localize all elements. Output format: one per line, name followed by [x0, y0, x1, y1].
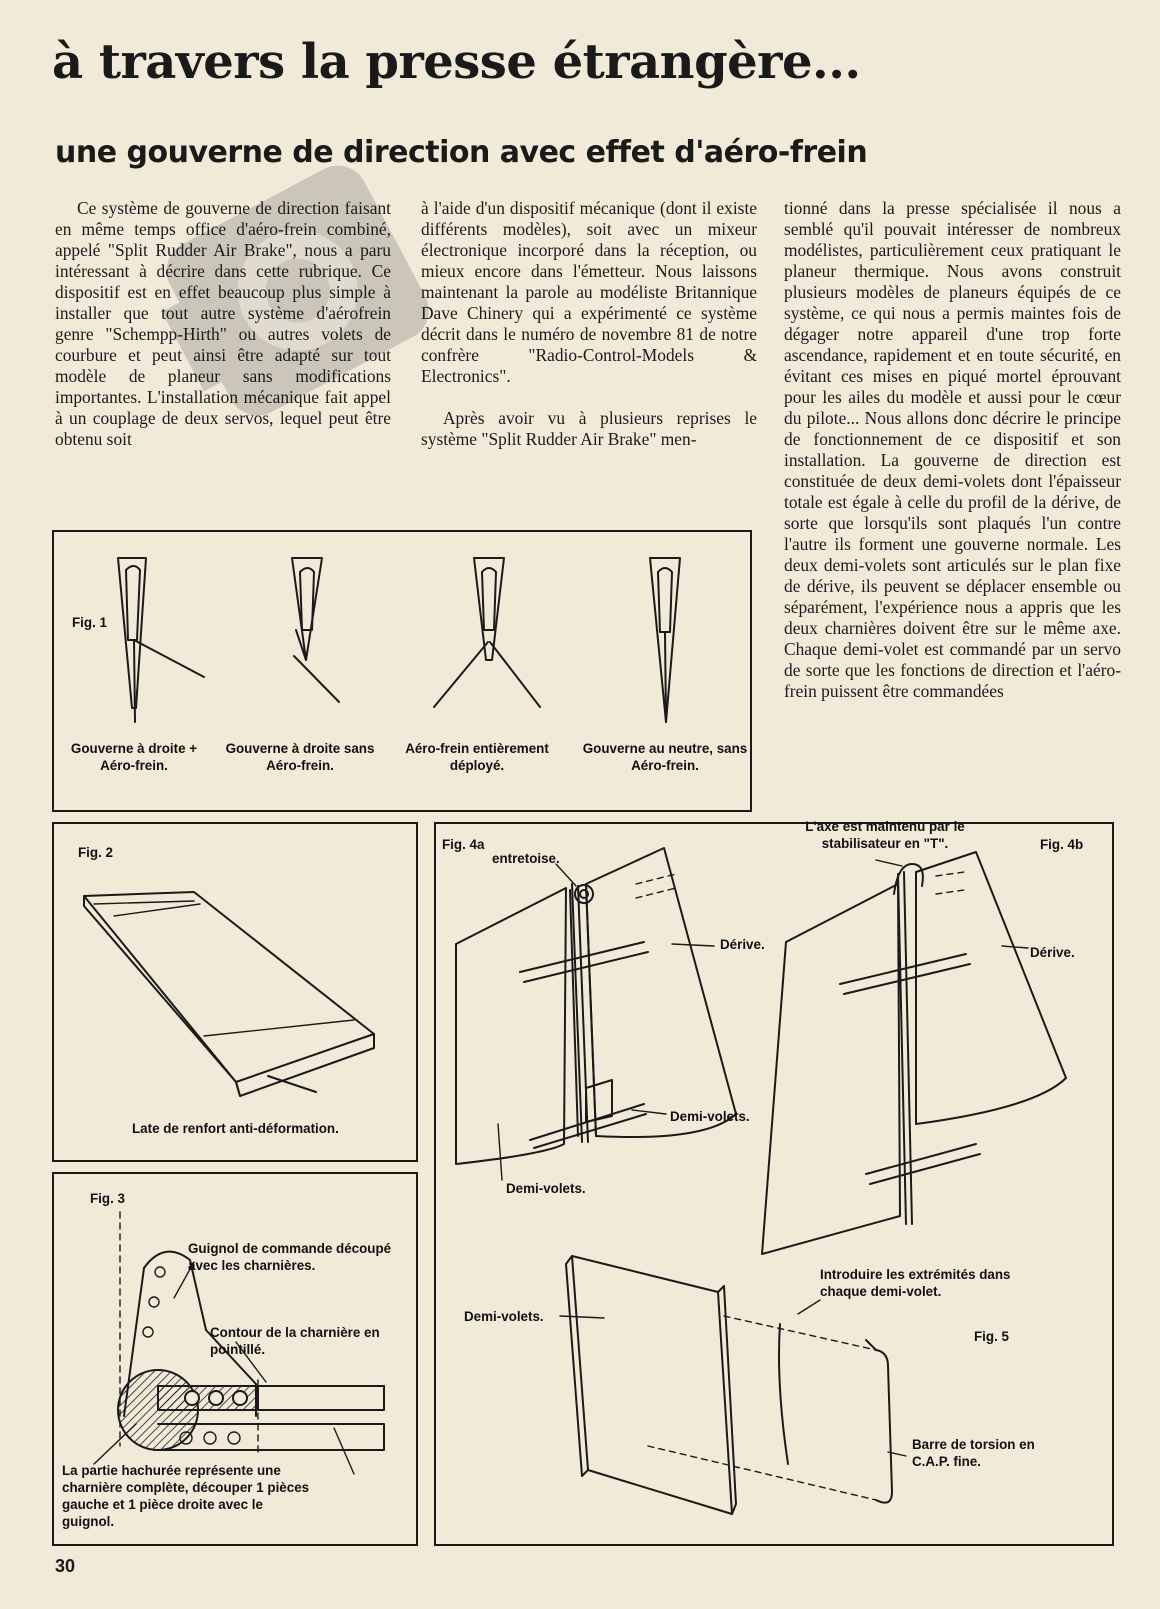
figure-label-4b: Fig. 4b — [1040, 837, 1084, 852]
derive-label-4a: Dérive. — [720, 937, 765, 952]
figure-1 — [52, 530, 752, 812]
paragraph: tionné dans la presse spécialisée il nous a semblé qu'il pouvait intéresser de nombreux modélistes, particulièrement ceux pratiquant le planeur thermique. Nous avons construit plusieurs modèles de planeurs équipés de ce système, ce qui nous a permis maintes fois de dégager notre appareil d'une trop forte ascendance, rapidement et en toute sécurité, en évitant ces mises en piqué mortel éprouvant pour les ailes du modèle et aussi pour le cœur du pilote... Nous allons donc décrire le principe de fonctionnement de ce dispositif et son installation. La gouverne de direction est constituée de deux demi-volets dont l'épaisseur totale est égale à celle du profil de la dérive, de sorte que lorsqu'ils sont plaqués l'un contre l'autre ils forment une gouverne normale. Les deux demi-volets sont articulés sur le plan fixe de dérive, ils peuvent se déplacer ensemble ou séparément, l'expérience nous a appris que les deux charnières doivent être sur le même axe. Chaque demi-volet est commandé par un servo de sorte que les fonctions de direction et l'aéro-frein puissent être commandées — [784, 198, 1121, 701]
figure-3 — [52, 1172, 418, 1546]
fig1-caption-3: Aéro-frein entièrement déployé. — [405, 741, 549, 773]
figure-2 — [52, 822, 418, 1162]
fig2-caption: Late de renfort anti-déformation. — [132, 1121, 339, 1136]
fig1-caption-1: Gouverne à droite + Aéro-frein. — [70, 741, 198, 773]
figure-4-5 — [434, 819, 1114, 1546]
fig3-guignol-label: Guignol de commande découpé avec les charnières. — [188, 1241, 392, 1273]
figure-label-4a: Fig. 4a — [442, 837, 485, 852]
text-column-3 — [784, 198, 1121, 702]
text-column-2 — [421, 198, 757, 450]
reinforcement-plank-drawing — [54, 824, 416, 1160]
fig5-introduire-label: Introduire les extrémités dans chaque demi-volet. — [820, 1267, 1011, 1299]
entretoise-label: entretoise. — [492, 851, 560, 866]
article-subtitle: une gouverne de direction avec effet d'aéro-frein — [55, 135, 868, 170]
paragraph: Après avoir vu à plusieurs reprises le système "Split Rudder Air Brake" men- — [421, 408, 757, 449]
fig3-contour-label: Contour de la charnière en pointillé. — [210, 1325, 380, 1357]
fig1-caption-4: Gouverne au neutre, sans Aéro-frein. — [582, 741, 748, 773]
paragraph: Ce système de gouverne de direction faisant en même temps office d'aéro-frein combiné, appelé "Split Rudder Air Brake", nous a paru intéressant à décrire dans cette rubrique. Ce dispositif est en effet beaucoup plus simple à installer que tout autre système d'aérofrein genre "Schempp-Hirth" ou autres volets de courbure et peut ainsi être adapté sur tout modèle de planeur sans modifications importantes. L'installation mécanique fait appel à un couplage de deux servos, lequel peut être obtenu soit — [55, 198, 391, 449]
text-column-1 — [55, 198, 391, 450]
figure-label: Fig. 1 — [72, 615, 107, 630]
figure-label: Fig. 3 — [90, 1191, 125, 1206]
page-number: 30 — [55, 1556, 76, 1576]
demi-volets-label-4a-2: Demi-volets. — [506, 1181, 586, 1196]
fig5-demi-volets-label: Demi-volets. — [464, 1309, 544, 1324]
page-title: à travers la presse étrangère... — [52, 34, 861, 90]
derive-label-4b: Dérive. — [1030, 945, 1075, 960]
figure-label: Fig. 2 — [78, 845, 113, 860]
fig5-barre-label: Barre de torsion en C.A.P. fine. — [912, 1437, 1035, 1469]
demi-volets-label-4a-1: Demi-volets. — [670, 1109, 750, 1124]
fig3-note: La partie hachurée représente une charnière complète, découper 1 pièces gauche et 1 pièce droite avec le guignol. — [62, 1463, 310, 1529]
axe-label: L'axe est maintenu par le stabilisateur en "T". — [805, 819, 965, 851]
fig1-caption-2: Gouverne à droite sans Aéro-frein. — [225, 741, 375, 773]
figure-label-5: Fig. 5 — [974, 1329, 1009, 1344]
paragraph: à l'aide d'un dispositif mécanique (dont il existe différents modèles), soit avec un mixeur électronique incorporé dans la réception, ou mieux encore dans l'émetteur. Nous laissons maintenant la parole au modéliste Britannique Dave Chinery qui a expérimenté ce système décrit dans le numéro de novembre 81 de notre confrère "Radio-Control-Models & Electronics". — [421, 198, 757, 386]
